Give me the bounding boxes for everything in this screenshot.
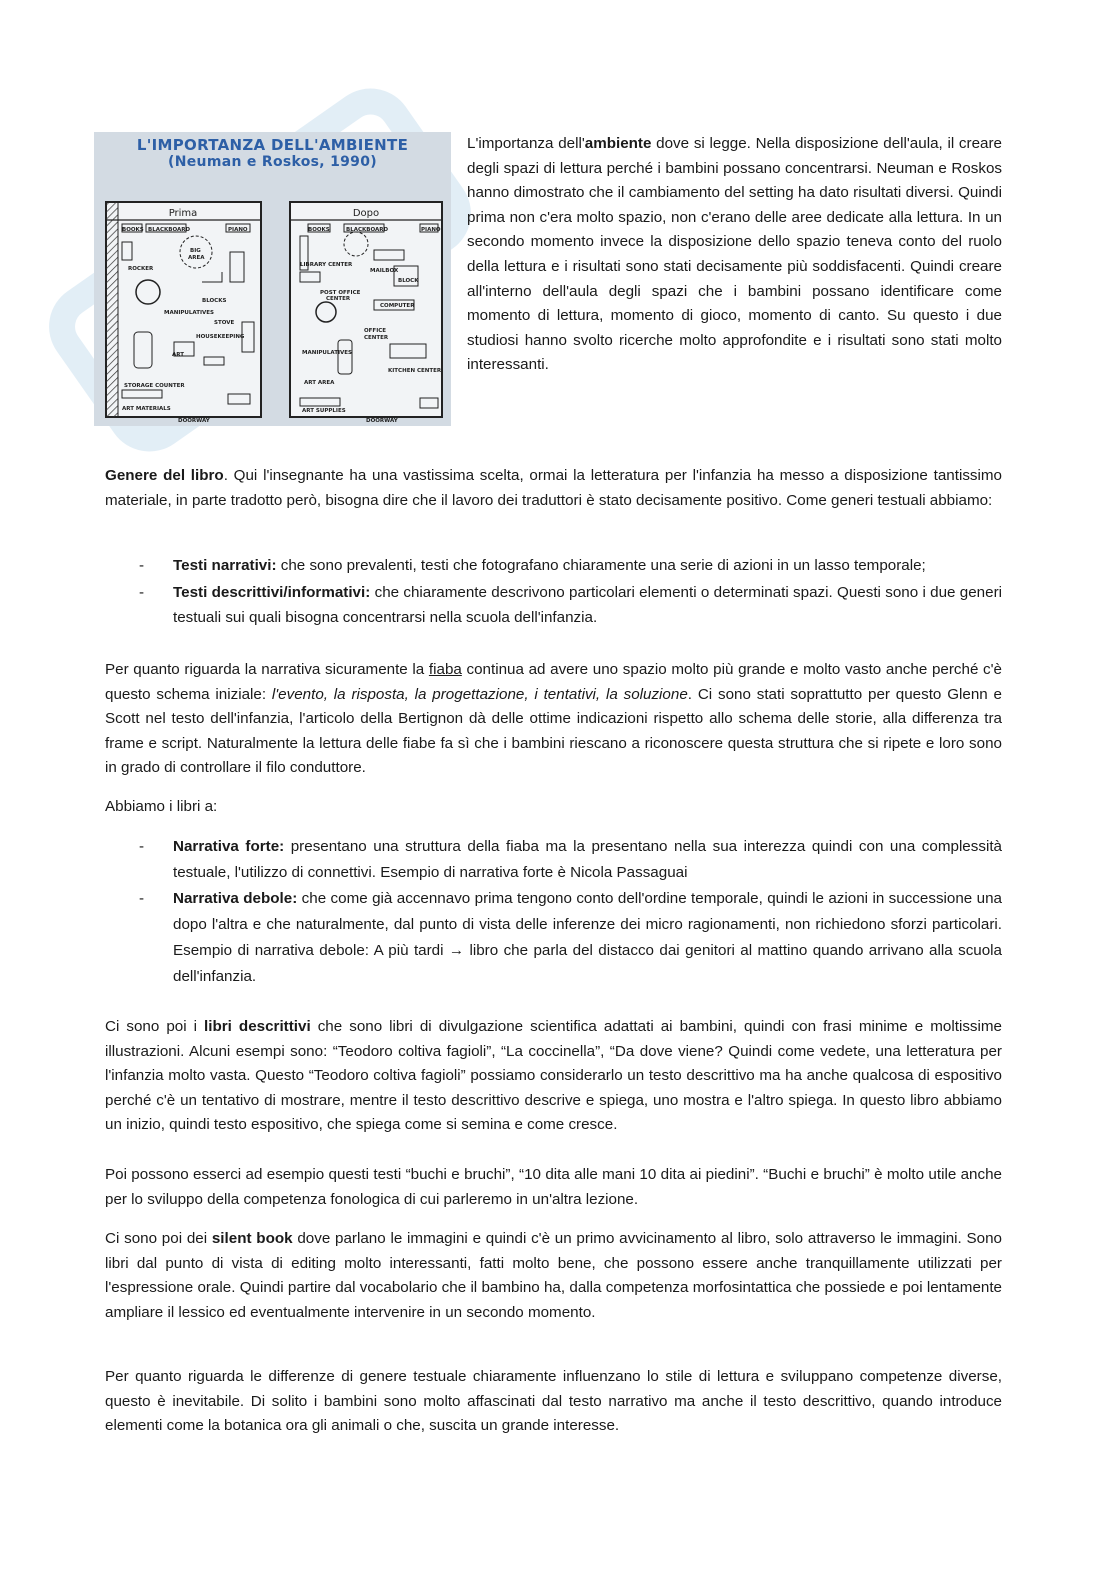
svg-text:ART AREA: ART AREA <box>304 380 335 386</box>
list-item: - Narrativa forte: presentano una struttura della fiaba ma la presentano nella sua interezza quindi con una complessità testuale, l'utilizzo di connettivi. Esempio di narrativa forte è Nicola Passaguai <box>139 838 1002 881</box>
svg-text:BLOCKS: BLOCKS <box>202 298 227 304</box>
paragraph-abbiamo: Abbiamo i libri a: <box>105 798 218 815</box>
svg-text:PIANO: PIANO <box>228 227 248 233</box>
svg-text:PIANO: PIANO <box>421 227 441 233</box>
svg-text:LIBRARY CENTER: LIBRARY CENTER <box>300 262 353 268</box>
svg-text:STORAGE COUNTER: STORAGE COUNTER <box>124 383 185 389</box>
svg-text:BIG: BIG <box>190 248 201 254</box>
svg-text:MANIPULATIVES: MANIPULATIVES <box>302 350 352 356</box>
list-item: - Testi descrittivi/informativi: che chiaramente descrivono particolari elementi o determinati spazi. Questi sono i due generi testuali sui quali bisogna concentrarsi nella scuola dell'infanzia. <box>139 584 1002 626</box>
svg-text:HOUSEKEEPING: HOUSEKEEPING <box>196 334 245 340</box>
plan-before <box>106 202 261 424</box>
figure-title: L'IMPORTANZA DELL'AMBIENTE <box>136 136 409 154</box>
paragraph-differenze: Per quanto riguarda le differenze di genere testuale chiaramente influenzano lo stile di lettura e sviluppano competenze diverse, questo è inevitabile. Di solito i bambini sono molto affascinati dal testo narrativo ma anche il testo descrittivo, quando introduce elementi come la botanica ora gli animali o che, suscita un grande interesse. <box>105 1368 1002 1435</box>
paragraph-genere: Genere del libro. Qui l'insegnante ha una vastissima scelta, ormai la letteratura per l'infanzia ha messo a disposizione tantissimo materiale, in parte tradotto però, bisogna dire che il lavoro dei traduttori è stato decisamente positivo. Come generi testuali abbiamo: <box>105 467 1002 509</box>
svg-text:DOORWAY: DOORWAY <box>366 418 398 424</box>
paragraph-buchi: Poi possono esserci ad esempio questi testi “buchi e bruchi”, “10 dita alle mani 10 dita ai piedini”. “Buchi e bruchi” è molto utile anche per lo sviluppo della competenza fonologica di cui parleremo in un'altra lezione. <box>105 1166 1002 1208</box>
svg-text:BLACKBOARD: BLACKBOARD <box>148 227 191 233</box>
svg-text:BLACKBOARD: BLACKBOARD <box>346 227 389 233</box>
svg-text:CENTER: CENTER <box>326 296 351 302</box>
svg-text:MAILBOX: MAILBOX <box>370 268 399 274</box>
paragraph-narrativa: Per quanto riguarda la narrativa sicuramente la fiaba continua ad avere uno spazio molto più grande e molto vasto anche perché c'è questo schema iniziale: l'evento, la risposta, la progettazione, i tentativi, la soluzione. Ci sono stati soprattutto per questo Glenn e Scott nel testo dell'infanzia, l'articolo della Bertignon dà delle ottime indicazioni rispetto allo schema delle storie, alla differenza tra frame e script. Naturalmente la lettura delle fiabe fa sì che i bambini riescano a riconoscere questa struttura che si ripete e loro sono in grado di controllare il filo conduttore. <box>105 661 1002 777</box>
list-item: - Narrativa debole: che come già accennavo prima tengono conto dell'ordine temporale, quindi le azioni in successione una dopo l'altra e che naturalmente, dal punto di vista delle inferenze dei micro ragionamenti, non richiedono sforzi particolari. Esempio di narrativa debole: A più tardi → libro che parla del distacco dai genitori al mattino quando arrivano alla scuola dell'infanzia. <box>139 890 1002 985</box>
svg-text:STOVE: STOVE <box>214 320 235 326</box>
figure-subtitle: (Neuman e Roskos, 1990) <box>168 154 377 170</box>
svg-text:OFFICE: OFFICE <box>364 328 387 334</box>
paragraph-silent-book: Ci sono poi dei silent book dove parlano le immagini e quindi c'è un primo avvicinamento al libro, solo attraverso le immagini. Sono libri dal punto di vista di editing molto interessanti, fatti molto bene, che possono essere anche tranquillamente utilizzati per l'espressione orale. Quindi partire dal vocabolario che il bambino ha, dalla competenza morfosintattica che possiede e poi lentamente ampliare il lessico ed eventualmente intervenire in un secondo momento. <box>105 1230 1002 1321</box>
svg-text:KITCHEN CENTER: KITCHEN CENTER <box>388 368 442 374</box>
paragraph-descrittivi: Ci sono poi i libri descrittivi che sono libri di divulgazione scientifica adattati ai bambini, quindi con frasi minime e moltissime illustrazioni. Alcuni esempi sono: “Teodoro coltiva fagioli”, “La coccinella”, “Da dove viene? Quindi come vedete, una letteratura per l'infanzia molto vasta. Questo “Teodoro coltiva fagioli” possiamo considerarlo un testo descrittivo ma ha anche qualcosa di espositivo perché c'è un tentativo di mostrare, mentre il testo descrittivo descrive e spiega, uno mostra e l'altro spiega. In questo libro abbiamo un inizio, quindi testo espositivo, che spiega come si semina e come cresce. <box>105 1018 1002 1134</box>
floor-plans <box>94 132 451 426</box>
plan-before-label: Prima <box>168 208 198 219</box>
list-item: - Testi narrativi: che sono prevalenti, testi che fotografano chiaramente una serie di azioni in un lasso temporale; <box>139 557 926 574</box>
svg-text:DOORWAY: DOORWAY <box>178 418 210 424</box>
svg-text:BOOKS: BOOKS <box>308 227 330 233</box>
svg-text:ART: ART <box>172 352 184 358</box>
svg-text:COMPUTER: COMPUTER <box>380 303 415 309</box>
svg-text:AREA: AREA <box>188 255 205 261</box>
svg-text:BOOKS: BOOKS <box>122 227 144 233</box>
plan-after <box>290 202 442 424</box>
svg-text:ROCKER: ROCKER <box>128 266 154 272</box>
svg-text:MANIPULATIVES: MANIPULATIVES <box>164 310 214 316</box>
svg-text:ART SUPPLIES: ART SUPPLIES <box>302 408 346 414</box>
svg-text:CENTER: CENTER <box>364 335 389 341</box>
classroom-layout-figure <box>94 132 451 426</box>
plan-after-label: Dopo <box>352 208 380 219</box>
svg-text:ART MATERIALS: ART MATERIALS <box>122 406 171 412</box>
svg-text:POST OFFICE: POST OFFICE <box>320 290 361 296</box>
svg-text:BLOCK: BLOCK <box>398 278 419 284</box>
paragraph-ambiente: L'importanza dell'ambiente dove si legge. Nella disposizione dell'aula, il creare degli spazi di lettura perché i bambini possano concentrarsi. Neuman e Roskos hanno dimostrato che il cambiamento del setting ha dato risultati diversi. Quindi prima non c'era molto spazio, non c'erano delle aree dedicate alla lettura. In un secondo momento invece la disposizione dello spazio teneva conto del ruolo della lettura e i risultati sono stati decisamente più soddisfacenti. Quindi creare all'interno dell'aula degli spazi che i bambini possano identificare come momento di lettura, momento di gioco, momento di canto. Su questo i due studiosi hanno svolto ricerche molto approfondite e i risultati sono stati molto interessanti. <box>467 135 1002 374</box>
